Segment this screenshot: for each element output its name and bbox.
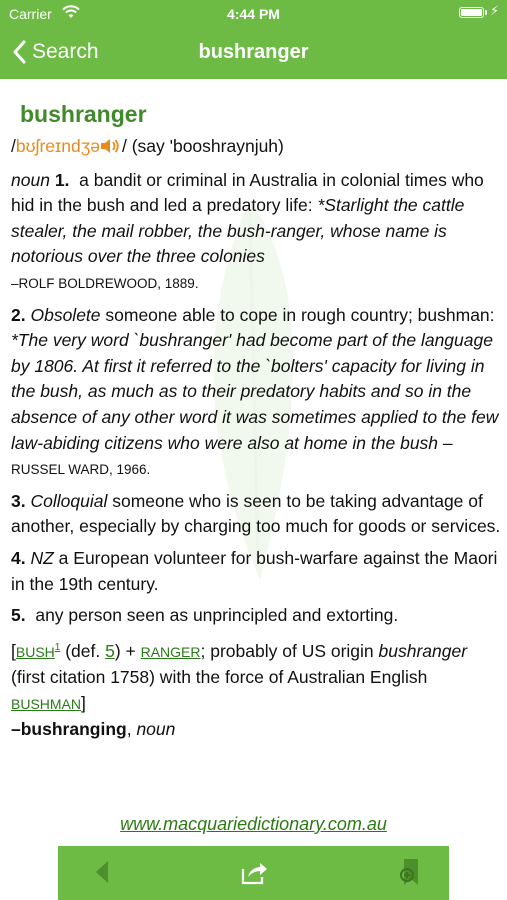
header-bar <box>0 0 507 79</box>
link-ranger[interactable]: RANGER <box>140 643 201 660</box>
carrier-label: Carrier <box>9 6 52 22</box>
pronunciation <box>11 134 501 162</box>
sense-definition: any person seen as unprincipled and extorting. <box>35 605 399 626</box>
speaker-icon[interactable] <box>100 136 120 162</box>
bookmark-icon[interactable] <box>398 857 422 892</box>
sense-number: 5. <box>11 605 26 626</box>
dictionary-entry <box>11 98 501 743</box>
etym-text: (first citation 1758) with the force of Australian English <box>11 667 428 688</box>
sense-quote: *Starlight the cattle stealer, the mail robber, the bush-ranger, whose name is notorious over the three colonies <box>11 195 465 267</box>
derived-word: bushranging <box>20 719 127 740</box>
link-bushman[interactable]: BUSHMAN <box>11 695 82 712</box>
sense-definition: someone able to cope in rough country; bushman: <box>100 304 495 325</box>
status-bar <box>0 0 507 28</box>
etymology <box>11 635 501 743</box>
link-bush[interactable]: BUSH <box>15 643 55 660</box>
status-time: 4:44 PM <box>227 6 280 22</box>
etym-text: (def. <box>60 640 106 661</box>
etym-word: bushranger <box>378 640 468 661</box>
sense-number: 4. <box>11 547 26 568</box>
usage-label: Obsolete <box>30 304 101 325</box>
etym-bracket: [ <box>11 640 16 661</box>
sense-1 <box>11 168 501 297</box>
etym-bracket: ] <box>81 692 86 713</box>
pron-say: / (say <box>121 136 170 156</box>
battery-tip <box>485 10 487 15</box>
usage-label: Colloquial <box>30 490 108 511</box>
derived-pos: noun <box>136 719 176 740</box>
usage-label: NZ <box>30 547 54 568</box>
sense-number: 1. <box>54 169 70 190</box>
sense-5 <box>11 603 501 629</box>
back-button-label: Search <box>32 40 99 63</box>
sense-3 <box>11 489 501 540</box>
citation-source: RUSSEL WARD, 1966. <box>11 462 151 478</box>
citation-source: ROLF BOLDREWOOD, 1889. <box>18 275 199 291</box>
nav-bar <box>0 28 507 79</box>
link-def-5[interactable]: 5 <box>105 640 115 661</box>
sense-number: 3. <box>11 490 26 511</box>
triangle-left-icon[interactable] <box>94 859 110 890</box>
sense-definition: someone who is seen to be taking advantage of another, especially by charging too much for goods or services. <box>11 490 501 537</box>
cite-dash: – <box>438 432 453 453</box>
page-title: bushranger <box>198 41 309 63</box>
website-link[interactable]: www.macquariedictionary.com.au <box>120 814 387 834</box>
pron-respelling: 'booshraynjuh) <box>169 136 284 156</box>
share-icon[interactable] <box>240 860 268 891</box>
ipa-text: bʊʃreɪndʒə <box>15 136 100 156</box>
etym-text: ) + <box>114 640 141 661</box>
homograph-number: 1 <box>54 641 61 653</box>
sense-definition: a bandit or criminal in Australia in colonial times who hid in the bush and led a predatory life: <box>11 169 484 216</box>
bottom-toolbar <box>58 846 449 900</box>
derived-dash: – <box>11 719 21 740</box>
sense-4 <box>11 546 501 597</box>
battery-icon <box>459 7 484 18</box>
charging-bolt-icon: ⚡ <box>490 3 500 18</box>
derived-sep: , <box>126 719 137 740</box>
pron-slash: / <box>11 136 16 156</box>
entry-headword: bushranger <box>20 101 147 127</box>
sense-quote: *The very word `bushranger' had become part of the language by 1806. At first it referred to the `bolters' capacity for living in the bush, as much as to their predatory habits and so in the absence of any other word it was sometimes applied to the few law-abiding citizens who were also at home in the bush <box>11 330 499 453</box>
part-of-speech: noun <box>11 169 50 190</box>
etym-text: ; probably of US origin <box>200 640 379 661</box>
sense-number: 2. <box>11 304 26 325</box>
cite-dash: – <box>11 275 19 291</box>
sense-definition: a European volunteer for bush-warfare against the Maori in the 19th century. <box>11 547 498 594</box>
sense-2 <box>11 303 501 483</box>
